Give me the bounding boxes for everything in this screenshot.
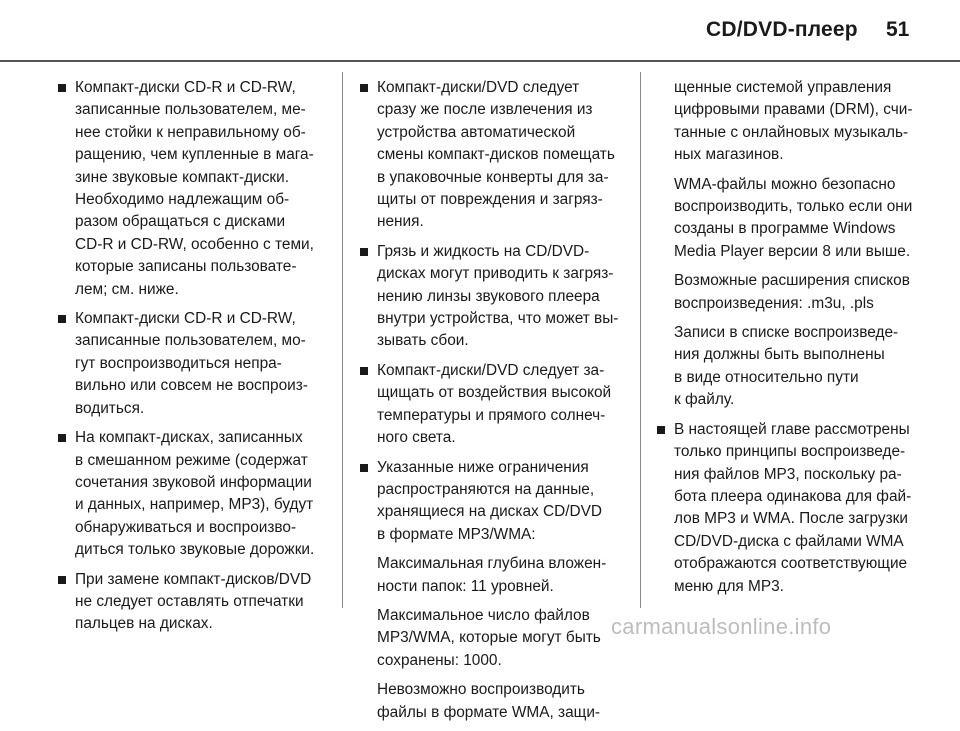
- bullet-item: [56, 77, 330, 301]
- bullet-square-icon: [58, 434, 66, 442]
- text-line: цифровыми правами (DRM), счи-: [674, 101, 913, 119]
- text-line: Записи в списке воспроизведе-: [674, 324, 899, 342]
- bullet-item: [655, 419, 930, 598]
- text-line: сохранены: 1000.: [377, 651, 502, 669]
- paragraph: [674, 270, 930, 315]
- text-line: смены компакт-дисков помещать: [377, 146, 615, 164]
- text-line: WMA-файлы можно безопасно: [674, 175, 896, 193]
- text-line: нее стойки к неправильному об-: [75, 123, 306, 141]
- text-line: ращению, чем купленные в мага-: [75, 146, 314, 164]
- text-line: хранящиеся на дисках CD/DVD: [377, 503, 602, 521]
- bullet-square-icon: [58, 576, 66, 584]
- column-divider: [342, 72, 343, 608]
- text-line: разом обращаться с дисками: [75, 213, 286, 231]
- text-line: дисках могут приводить к загряз-: [377, 265, 614, 283]
- text-line: только принципы воспроизведе-: [674, 443, 906, 461]
- text-line: ных магазинов.: [674, 146, 784, 164]
- text-line: ного света.: [377, 429, 456, 447]
- text-line: воспроизводить, только если они: [674, 198, 913, 216]
- text-line: распространяются на данные,: [377, 480, 595, 498]
- bullet-square-icon: [360, 367, 368, 375]
- column-divider: [640, 72, 641, 608]
- text-line: в смешанном режиме (содержат: [75, 451, 308, 469]
- text-line: в виде относительно пути: [674, 368, 859, 386]
- text-line: воспроизведения: .m3u, .pls: [674, 294, 874, 312]
- text-line: бота плеера одинакова для фай-: [674, 487, 912, 505]
- text-line: нению линзы звукового плеера: [377, 287, 600, 305]
- paragraph: [377, 679, 626, 724]
- text-line: температуры и прямого солнеч-: [377, 406, 606, 424]
- bullet-item: [358, 360, 626, 450]
- page-number: 51: [886, 18, 910, 41]
- text-line: ния должны быть выполнены: [674, 346, 885, 364]
- text-line: Компакт-диски/DVD следует за-: [377, 361, 605, 379]
- bullet-item: [358, 241, 626, 353]
- text-line: Указанные ниже ограничения: [377, 458, 589, 476]
- text-line: созданы в программе Windows: [674, 220, 896, 238]
- text-line: нения.: [377, 213, 424, 231]
- text-line: ния файлов MP3, поскольку ра-: [674, 465, 902, 483]
- text-line: При замене компакт-дисков/DVD: [75, 570, 312, 588]
- text-line: зине звуковые компакт-диски.: [75, 168, 290, 186]
- bullet-square-icon: [58, 84, 66, 92]
- text-line: Невозможно воспроизводить: [377, 681, 585, 699]
- header-divider: [0, 60, 960, 62]
- text-line: меню для MP3.: [674, 577, 784, 595]
- text-line: записанные пользователем, мо-: [75, 332, 306, 350]
- bullet-square-icon: [58, 315, 66, 323]
- text-line: CD-R и CD-RW, особенно с теми,: [75, 235, 314, 253]
- bullet-square-icon: [360, 464, 368, 472]
- text-line: Компакт-диски/DVD следует: [377, 79, 580, 96]
- text-line: Компакт-диски CD-R и CD-RW,: [75, 79, 296, 96]
- text-line: к файлу.: [674, 391, 735, 409]
- text-column-3: [655, 77, 930, 605]
- text-line: Возможные расширения списков: [674, 272, 910, 290]
- paragraph: [674, 174, 930, 264]
- page-header: [0, 0, 960, 58]
- page-title: CD/DVD-плеер: [706, 18, 858, 41]
- bullet-square-icon: [657, 426, 665, 434]
- text-line: CD/DVD-диска с файлами WMA: [674, 532, 904, 550]
- text-line: Грязь и жидкость на CD/DVD-: [377, 242, 590, 260]
- bullet-square-icon: [360, 84, 368, 92]
- text-line: вильно или совсем не воспроиз-: [75, 377, 308, 395]
- paragraph: [674, 77, 930, 167]
- text-line: Media Player версии 8 или выше.: [674, 242, 911, 260]
- text-line: обнаруживаться и воспроизво-: [75, 518, 297, 536]
- text-line: зывать сбои.: [377, 332, 469, 350]
- text-line: Максимальная глубина вложен-: [377, 555, 607, 573]
- text-column-1: [56, 77, 330, 643]
- text-line: водиться.: [75, 399, 145, 417]
- text-line: щиты от повреждения и загряз-: [377, 191, 603, 209]
- text-column-2: [358, 77, 626, 731]
- text-line: сочетания звуковой информации: [75, 473, 312, 491]
- text-line: В настоящей главе рассмотрены: [674, 420, 910, 438]
- text-line: в упаковочные конверты для за-: [377, 168, 609, 186]
- text-line: танные с онлайновых музыкаль-: [674, 123, 909, 141]
- text-line: Компакт-диски CD-R и CD-RW,: [75, 310, 296, 328]
- bullet-item: [56, 308, 330, 420]
- text-line: щищать от воздействия высокой: [377, 384, 612, 402]
- text-line: которые записаны пользовате-: [75, 258, 297, 276]
- text-line: гут воспроизводиться непра-: [75, 354, 282, 372]
- watermark-text: carmanualsonline.info: [611, 614, 832, 639]
- paragraph: [377, 553, 626, 598]
- text-line: ности папок: 11 уровней.: [377, 577, 554, 595]
- text-line: диться только звуковые дорожки.: [75, 541, 315, 559]
- bullet-item: [358, 457, 626, 547]
- text-line: Максимальное число файлов: [377, 606, 590, 624]
- bullet-item: [56, 427, 330, 561]
- text-line: внутри устройства, что может вы-: [377, 310, 619, 328]
- text-line: щенные системой управления: [674, 79, 892, 96]
- text-line: лем; см. ниже.: [75, 280, 179, 298]
- bullet-square-icon: [360, 248, 368, 256]
- text-line: Необходимо надлежащим об-: [75, 191, 290, 209]
- bullet-item: [56, 569, 330, 636]
- text-line: лов MP3 и WMA. После загрузки: [674, 510, 908, 528]
- text-line: в формате MP3/WMA:: [377, 525, 536, 543]
- text-line: и данных, например, MP3), будут: [75, 496, 314, 514]
- paragraph: [674, 322, 930, 412]
- text-line: сразу же после извлечения из: [377, 101, 593, 119]
- text-line: файлы в формате WMA, защи-: [377, 703, 601, 721]
- text-line: пальцев на дисках.: [75, 615, 213, 633]
- bullet-item: [358, 77, 626, 234]
- text-line: На компакт-дисках, записанных: [75, 429, 303, 447]
- text-line: MP3/WMA, которые могут быть: [377, 629, 601, 647]
- text-line: устройства автоматической: [377, 123, 576, 141]
- text-line: отображаются соответствующие: [674, 555, 908, 573]
- text-line: не следует оставлять отпечатки: [75, 592, 304, 610]
- paragraph: [377, 605, 626, 672]
- text-line: записанные пользователем, ме-: [75, 101, 306, 119]
